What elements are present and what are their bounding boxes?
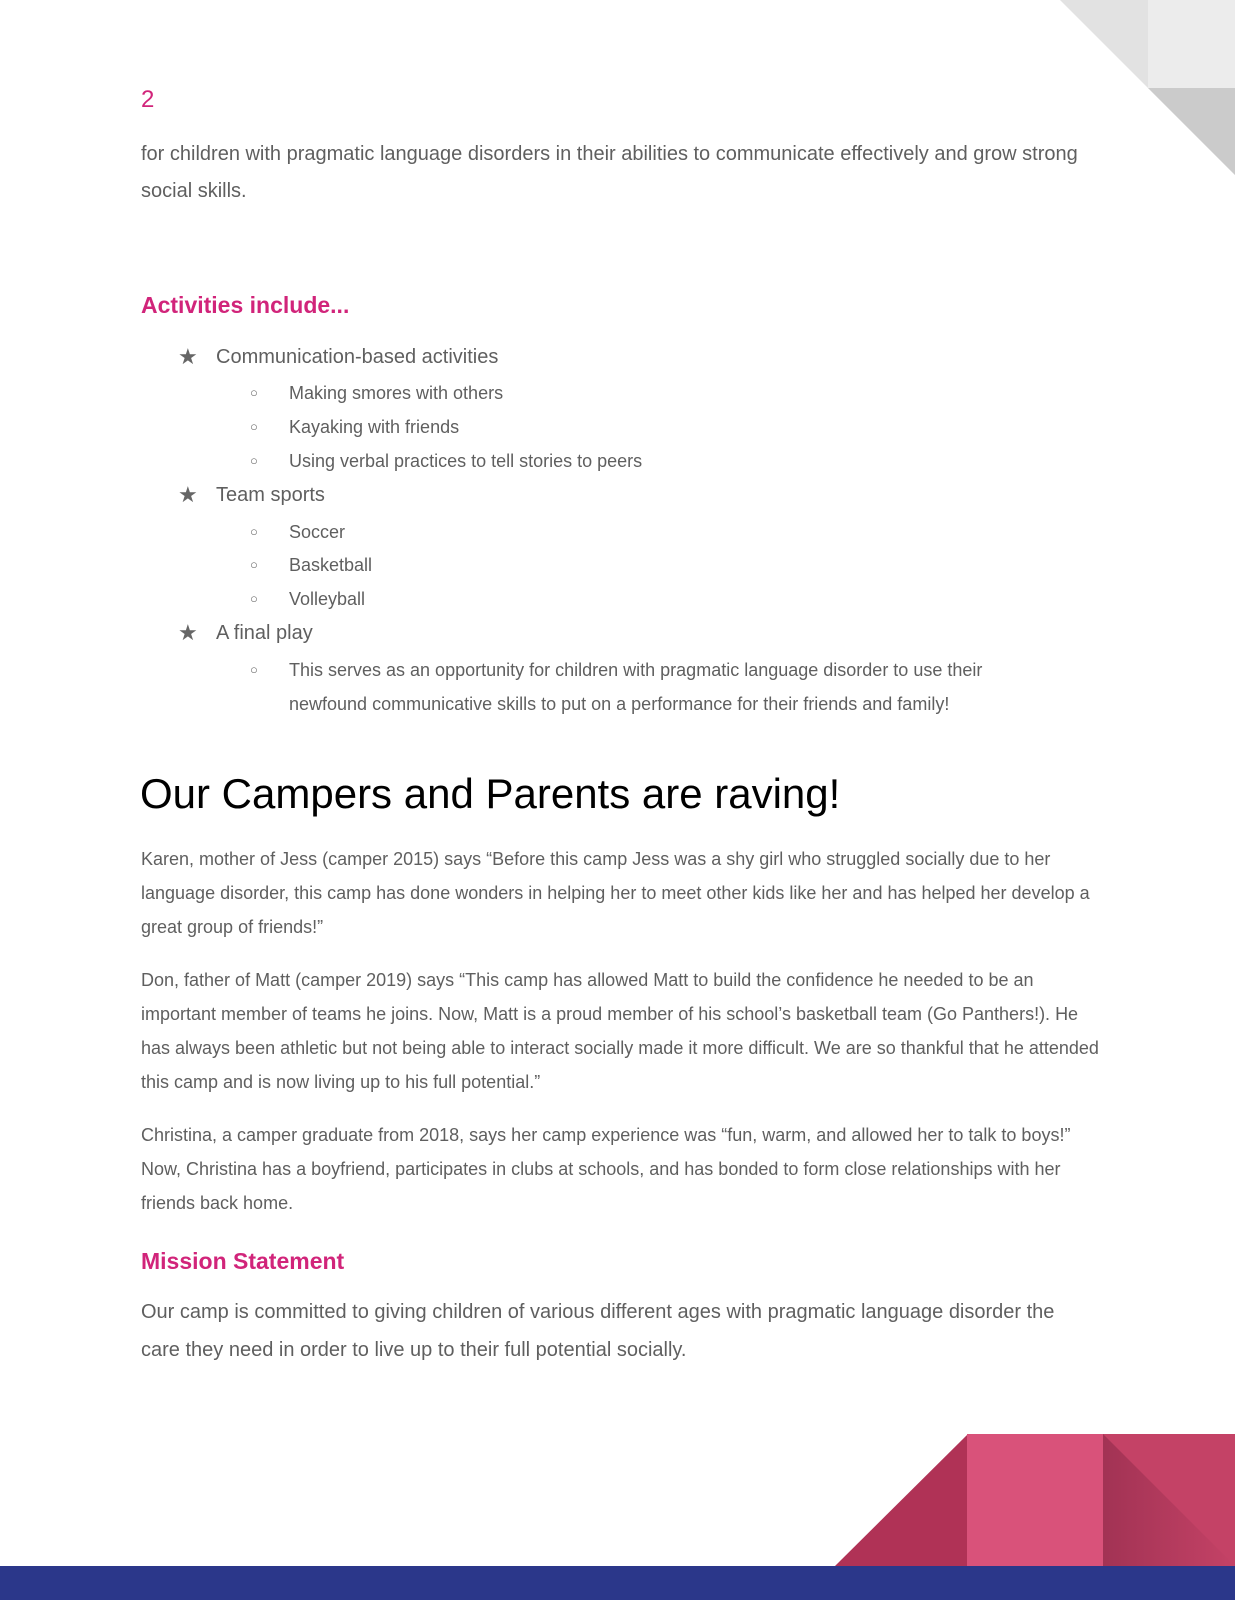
list-item-label: A final play — [216, 621, 313, 644]
circle-bullet-icon: ○ — [250, 453, 258, 468]
sub-list-item-label: Basketball — [289, 555, 373, 575]
circle-bullet-icon: ○ — [250, 662, 258, 677]
sub-list-item — [250, 444, 1059, 478]
circle-bullet-icon: ○ — [250, 524, 258, 539]
sub-list-item-label: Making smores with others — [289, 383, 504, 403]
star-bullet-icon: ★ — [178, 620, 198, 645]
page-number: 2 — [141, 86, 155, 113]
star-bullet-icon: ★ — [178, 344, 198, 369]
sub-list-item-label: This serves as an opportunity for children with pragmatic language disorder to use their newfound communicative skills to put on a performance for their friends and family! — [289, 660, 983, 714]
sub-list-item — [250, 515, 1059, 549]
sub-list-item — [250, 548, 1059, 582]
list-item — [178, 342, 498, 372]
list-item-label: Communication-based activities — [216, 345, 499, 368]
circle-bullet-icon: ○ — [250, 591, 258, 606]
footer-bar — [0, 1566, 1235, 1600]
list-item-label: Team sports — [216, 483, 325, 506]
list-item — [178, 618, 313, 648]
star-bullet-icon: ★ — [178, 482, 198, 507]
sub-list-item-label: Kayaking with friends — [289, 417, 460, 437]
sub-list-item-label: Soccer — [289, 522, 346, 542]
testimonial-paragraph: Don, father of Matt (camper 2019) says “This camp has allowed Matt to build the confidence he needed to be an important member of teams he joins. Now, Matt is a proud member of his school’s basketball team (Go Panthers!). He has always been athletic but not being able to interact socially made it more difficult. We are so thankful that he attended this camp and is now living up to his full potential.” — [141, 970, 1099, 1092]
sub-list-item — [250, 410, 1059, 444]
list-item — [178, 480, 325, 510]
mission-paragraph: Our camp is committed to giving children of various different ages with pragmatic language disorder the care they need in order to live up to their full potential socially. — [141, 1301, 1055, 1361]
intro-paragraph: for children with pragmatic language disorders in their abilities to communicate effectively and grow strong social skills. — [141, 143, 1078, 202]
testimonial-paragraph: Christina, a camper graduate from 2018, says her camp experience was “fun, warm, and allowed her to talk to boys!” Now, Christina has a boyfriend, participates in clubs at schools, and has bonded to form close relationships with her friends back home. — [141, 1125, 1071, 1213]
circle-bullet-icon: ○ — [250, 385, 258, 400]
mission-heading: Mission Statement — [141, 1248, 345, 1274]
sub-list-item — [250, 653, 1059, 721]
sub-list-item — [250, 376, 1059, 410]
sub-list-item — [250, 582, 1059, 616]
circle-bullet-icon: ○ — [250, 419, 258, 434]
circle-bullet-icon: ○ — [250, 557, 258, 572]
testimonials-heading: Our Campers and Parents are raving! — [140, 770, 841, 817]
sub-list-item-label: Using verbal practices to tell stories to peers — [289, 451, 643, 471]
testimonial-paragraph: Karen, mother of Jess (camper 2015) says “Before this camp Jess was a shy girl who struggled socially due to her language disorder, this camp has done wonders in helping her to meet other kids like her and has helped her develop a great group of friends!” — [141, 849, 1090, 937]
activities-heading: Activities include... — [141, 292, 350, 318]
sub-list-item-label: Volleyball — [289, 589, 366, 609]
